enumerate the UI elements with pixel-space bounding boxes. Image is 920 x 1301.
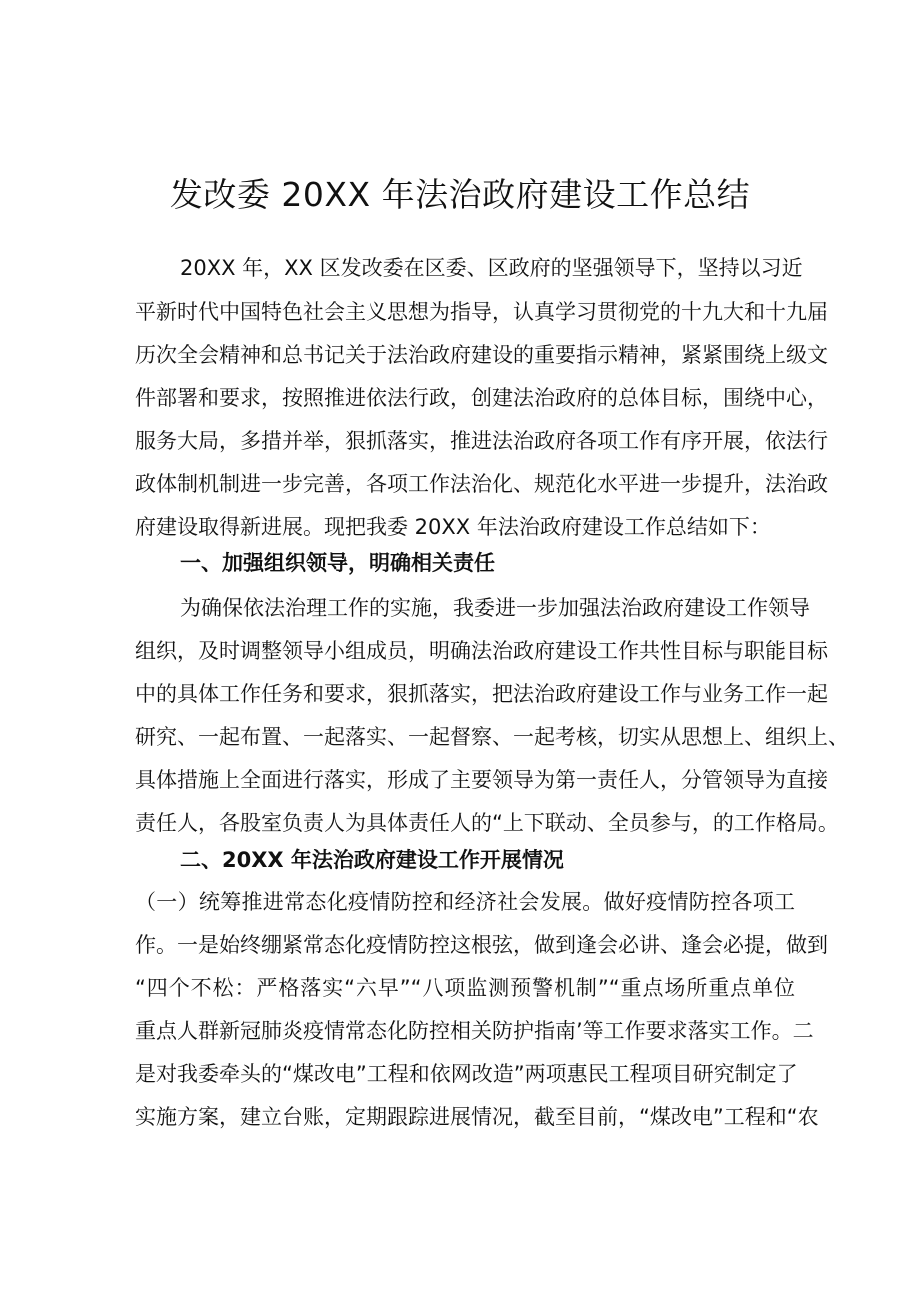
intro-line: 府建设取得新进展。现把我委 20XX 年法治政府建设工作总结如下： [135,515,771,539]
section1-line: 中的具体工作任务和要求，狠抓落实，把法治政府建设工作与业务工作一起 [135,682,828,706]
section1-line: 为确保依法治理工作的实施，我委进一步加强法治政府建设工作领导 [180,596,810,620]
section2-line: 实施方案，建立台账，定期跟踪进展情况，截至目前，“煤改电”工程和“农 [135,1105,819,1129]
section2-line: “四个不松：严格落实“六早”“八项监测预警机制”“重点场所重点单位 [135,976,795,1000]
section1-line: 具体措施上全面进行落实，形成了主要领导为第一责任人，分管领导为直接 [135,768,828,792]
section1-line: 组织，及时调整领导小组成员，明确法治政府建设工作共性目标与职能目标 [135,639,828,663]
section2-line: 作。一是始终绷紧常态化疫情防控这根弦，做到逢会必讲、逢会必提，做到 [135,933,828,957]
intro-line: 政体制机制进一步完善，各项工作法治化、规范化水平进一步提升，法治政 [135,472,828,496]
intro-line: 服务大局，多措并举，狠抓落实，推进法治政府各项工作有序开展，依法行 [135,429,828,453]
intro-line: 平新时代中国特色社会主义思想为指导，认真学习贯彻党的十九大和十九届 [135,300,828,324]
section1-line: 责任人，各股室负责人为具体责任人的“上下联动、全员参与，的工作格局。 [135,811,839,835]
section-heading-2: 二、20XX 年法治政府建设工作开展情况 [180,848,564,872]
section1-line: 研究、一起布置、一起落实、一起督察、一起考核，切实从思想上、组织上、 [135,725,849,749]
intro-line: 件部署和要求，按照推进依法行政，创建法治政府的总体目标，围绕中心， [135,386,828,410]
section2-line: （一）统筹推进常态化疫情防控和经济社会发展。做好疫情防控各项工 [135,890,795,914]
section2-line: 是对我委牵头的“煤改电”工程和依网改造”两项惠民工程项目研究制定了 [135,1062,798,1086]
document-title: 发改委 20XX 年法治政府建设工作总结 [169,175,751,214]
intro-line: 历次全会精神和总书记关于法治政府建设的重要指示精神，紧紧围绕上级文 [135,343,828,367]
section2-line: 重点人群新冠肺炎疫情常态化防控相关防护指南’等工作要求落实工作。二 [135,1019,814,1043]
intro-line: 20XX 年，XX 区发改委在区委、区政府的坚强领导下，坚持以习近 [180,256,803,280]
section-heading-1: 一、加强组织领导，明确相关责任 [180,551,495,575]
